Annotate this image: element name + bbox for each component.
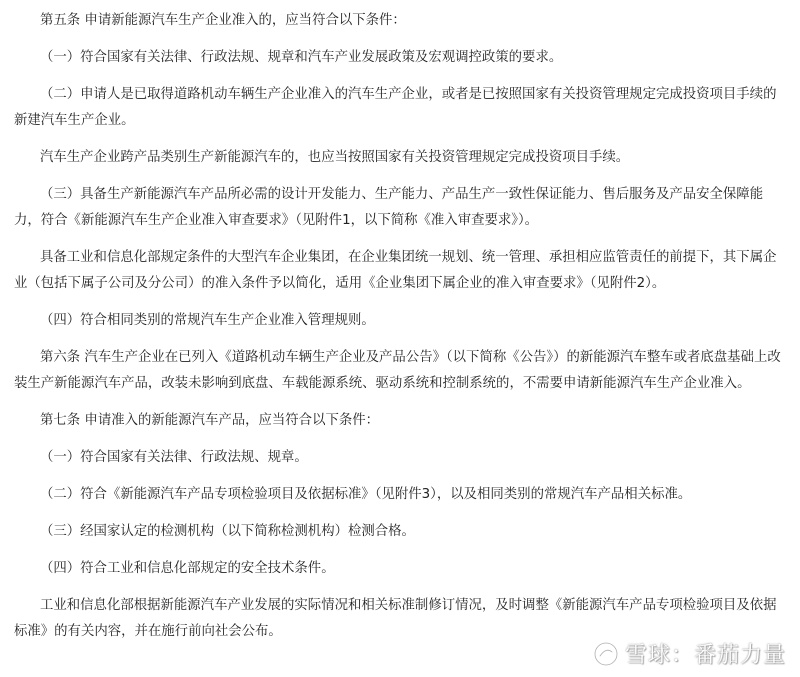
article-5-item-3: （三）具备生产新能源汽车产品所必需的设计开发能力、生产能力、产品生产一致性保证能力、售后服务及产品安全保障能力，符合《新能源汽车生产企业准入审查要求》（见附件1，以下简称《准入审查要求》）。	[14, 187, 764, 228]
article-7-heading: 第七条 申请准入的新能源汽车产品，应当符合以下条件：	[40, 413, 380, 428]
article-7-item-3: （三）经国家认定的检测机构（以下简称检测机构）检测合格。	[40, 524, 415, 539]
snowball-logo-icon	[593, 641, 619, 667]
article-5-note-cross-category: 汽车生产企业跨产品类别生产新能源汽车的，也应当按照国家有关投资管理规定完成投资项目手续。	[40, 150, 630, 165]
watermark	[593, 638, 786, 669]
article-7-item-4: （四）符合工业和信息化部规定的安全技术条件。	[40, 561, 335, 576]
watermark-text: 雪球：番茄力量	[624, 643, 786, 668]
article-7-item-1: （一）符合国家有关法律、行政法规、规章。	[40, 450, 308, 465]
article-5-heading: 第五条 申请新能源汽车生产企业准入的，应当符合以下条件：	[40, 13, 406, 28]
article-7-item-2: （二）符合《新能源汽车产品专项检验项目及依据标准》（见附件3），以及相同类别的常规汽车产品相关标准。	[40, 487, 692, 502]
article-6: 第六条 汽车生产企业在已列入《道路机动车辆生产企业及产品公告》（以下简称《公告》）的新能源汽车整车或者底盘基础上改装生产新能源汽车产品，改装未影响到底盘、车载能源系统、驱动系统和控制系统的，不需要申请新能源汽车生产企业准入。	[14, 350, 781, 391]
document-body	[14, 0, 788, 645]
article-5-item-4: （四）符合相同类别的常规汽车生产企业准入管理规则。	[40, 313, 375, 328]
article-5-item-1: （一）符合国家有关法律、行政法规、规章和汽车产业发展政策及宏观调控政策的要求。	[40, 50, 563, 65]
article-5-item-2: （二）申请人是已取得道路机动车辆生产企业准入的汽车生产企业，或者是已按照国家有关投资管理规定完成投资项目手续的新建汽车生产企业。	[14, 87, 777, 128]
article-5-note-enterprise-group: 具备工业和信息化部规定条件的大型汽车企业集团，在企业集团统一规划、统一管理、承担相应监管责任的前提下，其下属企业（包括下属子公司及分公司）的准入条件予以简化，适用《企业集团下属企业的准入审查要求》（见附件2）。	[14, 250, 777, 291]
article-7-closing-note: 工业和信息化部根据新能源汽车产业发展的实际情况和相关标准制修订情况，及时调整《新能源汽车产品专项检验项目及依据标准》的有关内容，并在施行前向社会公布。	[14, 598, 777, 639]
